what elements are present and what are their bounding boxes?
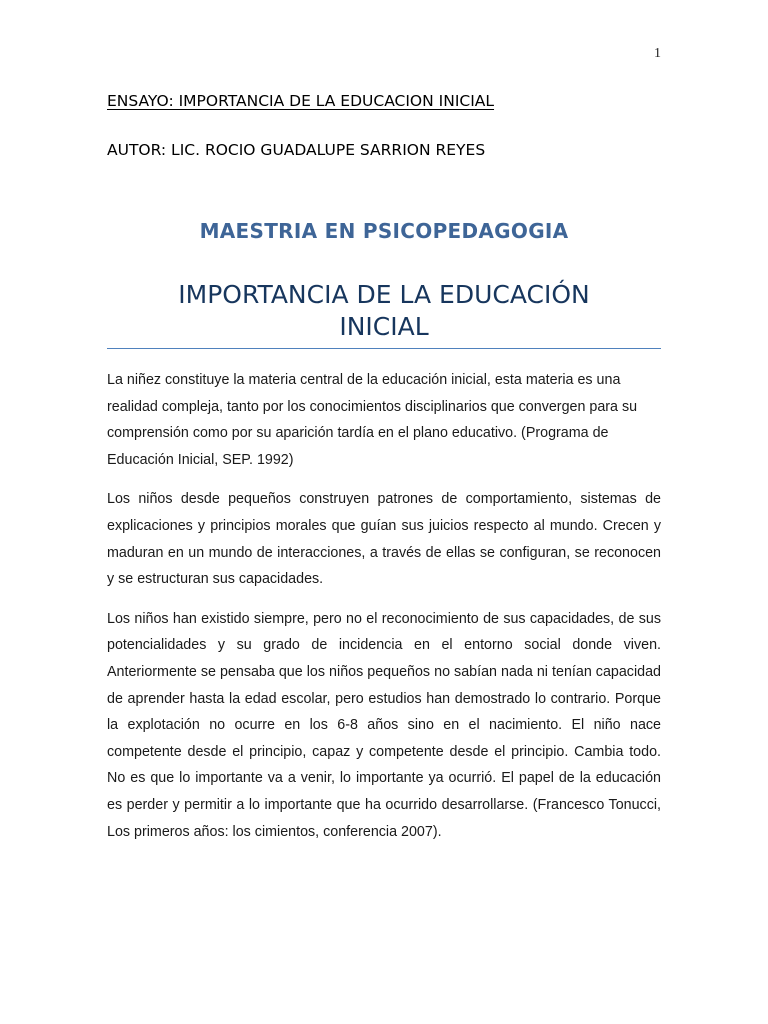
author-line: AUTOR: LIC. ROCIO GUADALUPE SARRION REYES — [107, 141, 486, 159]
document-title-line-2: INICIAL — [339, 312, 429, 341]
document-title — [107, 279, 661, 343]
title-divider — [107, 348, 661, 349]
body-text — [107, 367, 661, 858]
page-number: 1 — [654, 46, 661, 61]
program-title: MAESTRIA EN PSICOPEDAGOGIA — [199, 219, 569, 243]
essay-title-line: ENSAYO: IMPORTANCIA DE LA EDUCACION INICIAL — [107, 92, 495, 110]
paragraph-2: Los niños desde pequeños construyen patrones de comportamiento, sistemas de explicaciones y principios morales que guían sus juicios respecto al mundo. Crecen y maduran en un mundo de interacciones, a través de ellas se configuran, se reconocen y se estructuran sus capacidades. — [107, 491, 661, 588]
paragraph-3: Los niños han existido siempre, pero no el reconocimiento de sus capacidades, de sus potencialidades y su grado de incidencia en el entorno social donde viven. Anteriormente se pensaba que los niños pequeños no sabían nada ni tenían capacidad de aprender hasta la edad escolar, pero estudios han demostrado lo contrario. Porque la explotación no ocurre en los 6-8 años sino en el nacimiento. El niño nace competente desde el principio, capaz y competente desde el principio. Cambia todo. No es que lo importante va a venir, lo importante ya ocurrió. El papel de la educación es perder y permitir a lo importante que ha ocurrido desarrollarse. (Francesco Tonucci, Los primeros años: los cimientos, conferencia 2007). — [107, 610, 661, 840]
paragraph-1: La niñez constituye la materia central de la educación inicial, esta materia es una realidad compleja, tanto por los conocimientos disciplinarios que convergen para su comprensión como por su aparición tardía en el plano educativo. (Programa de Educación Inicial, SEP. 1992) — [107, 372, 638, 468]
document-title-line-1: IMPORTANCIA DE LA EDUCACIÓN — [178, 280, 590, 309]
